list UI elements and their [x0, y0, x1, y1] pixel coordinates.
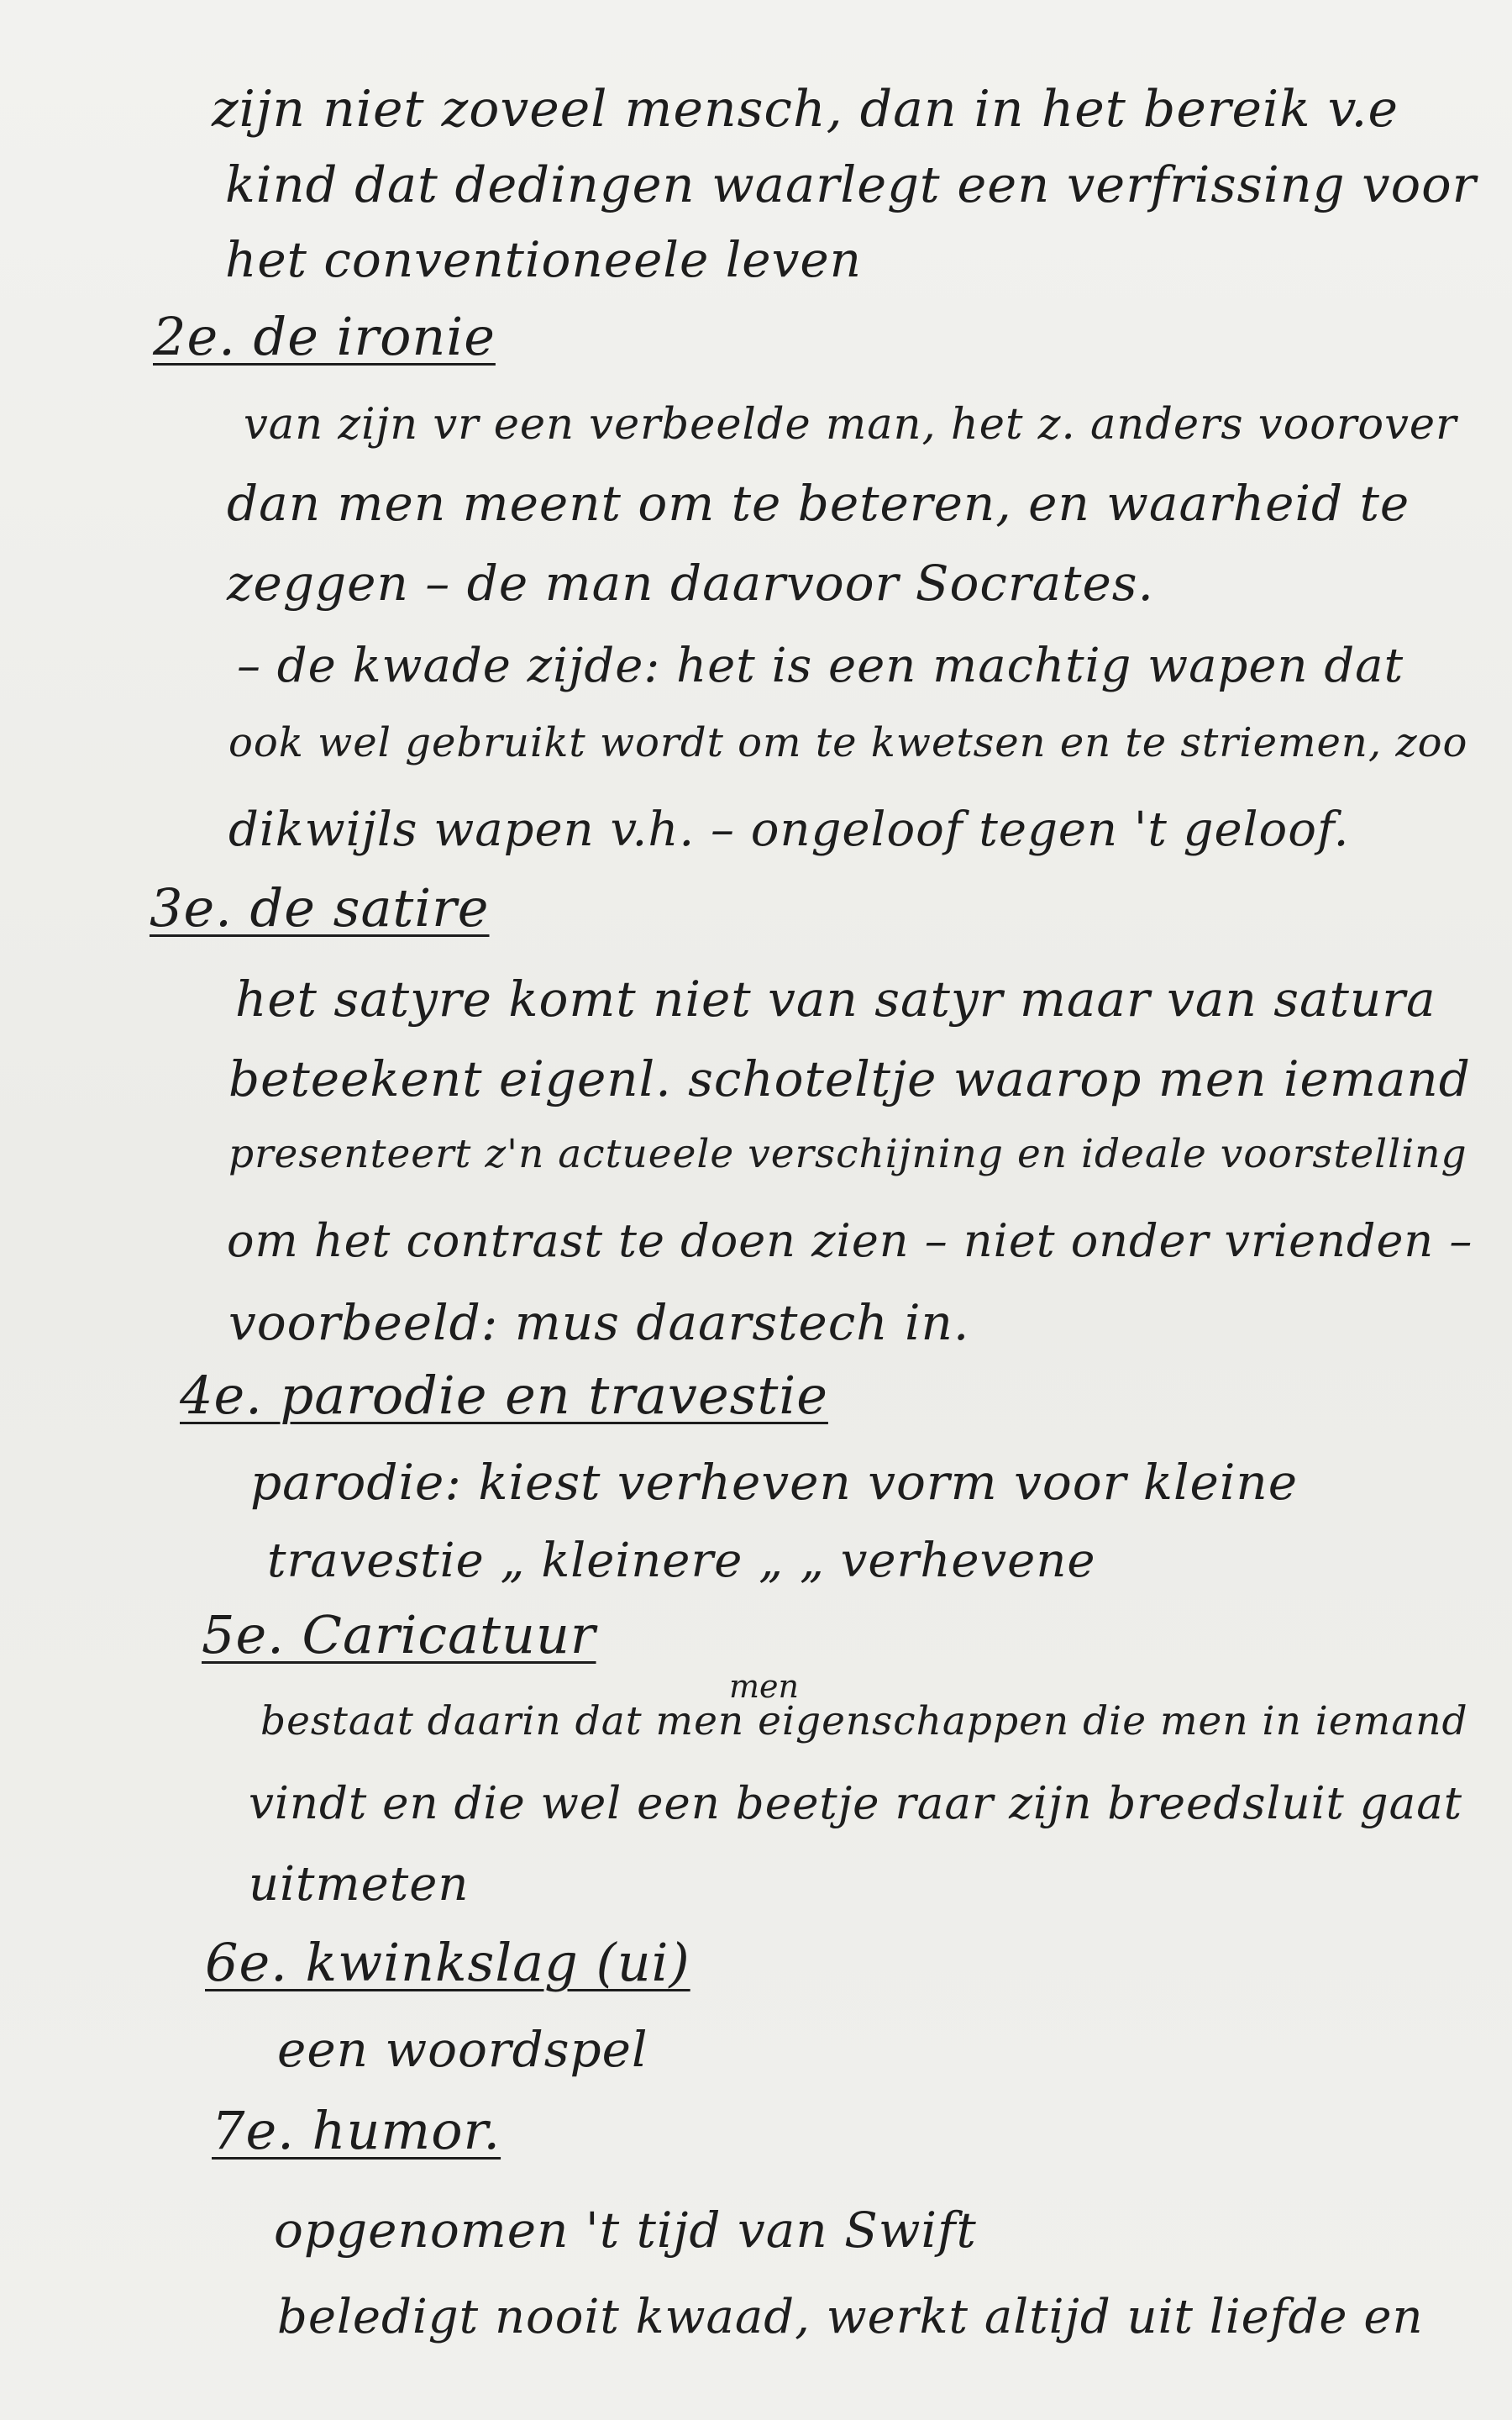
line: dikwijls wapen v.h. – ongeloof tegen 't geloof. [228, 802, 1350, 857]
line: beledigt nooit kwaad, werkt altijd uit liefde en [277, 2290, 1424, 2344]
line: travestie „ kleinere „ „ verhevene [267, 1534, 1096, 1588]
section-heading: 5e. Caricatuur [202, 1604, 596, 1665]
line: bestaat daarin dat men eigenschappen die men in iemand [260, 1698, 1468, 1744]
line: uitmeten [249, 1857, 470, 1912]
section-heading: 3e. de satire [150, 877, 490, 939]
line: een woordspel [277, 2021, 648, 2078]
line: om het contrast te doen zien – niet onder vrienden – [227, 1214, 1473, 1267]
section-heading: 4e. parodie en travestie [180, 1365, 828, 1426]
line: kind dat dedingen waarlegt een verfrissing voor [225, 155, 1477, 213]
line: van zijn vr een verbeelde man, het z. anders voorover [244, 400, 1457, 450]
line: voorbeeld: mus daarstech in. [228, 1294, 970, 1351]
section-heading: 2e. de ironie [153, 306, 496, 367]
line: het satyre komt niet van satyr maar van satura [235, 971, 1436, 1028]
line: opgenomen 't tijd van Swift [274, 2202, 977, 2259]
line: het conventioneele leven [225, 231, 863, 288]
line: vindt en die wel een beetje raar zijn breedsluit gaat [249, 1778, 1463, 1829]
inserted-word: men [729, 1668, 799, 1705]
line: ook wel gebruikt wordt om te kwetsen en te striemen, zoo [228, 719, 1468, 766]
section-heading: 6e. kwinkslag (ui) [205, 1932, 690, 1993]
section-heading: 7e. humor. [212, 2100, 501, 2161]
line: dan men meent om te beteren, en waarheid te [227, 475, 1410, 532]
line: presenteert z'n actueele verschijning en ideale voorstelling [228, 1131, 1467, 1177]
line: zijn niet zoveel mensch, dan in het bereik v.e [212, 80, 1399, 139]
line: parodie: kiest verheven vorm voor kleine [250, 1454, 1299, 1511]
line: beteekent eigenl. schoteltje waarop men iemand [228, 1050, 1471, 1107]
line: zeggen – de man daarvoor Socrates. [227, 555, 1154, 612]
line: – de kwade zijde: het is een machtig wapen dat [237, 639, 1404, 693]
